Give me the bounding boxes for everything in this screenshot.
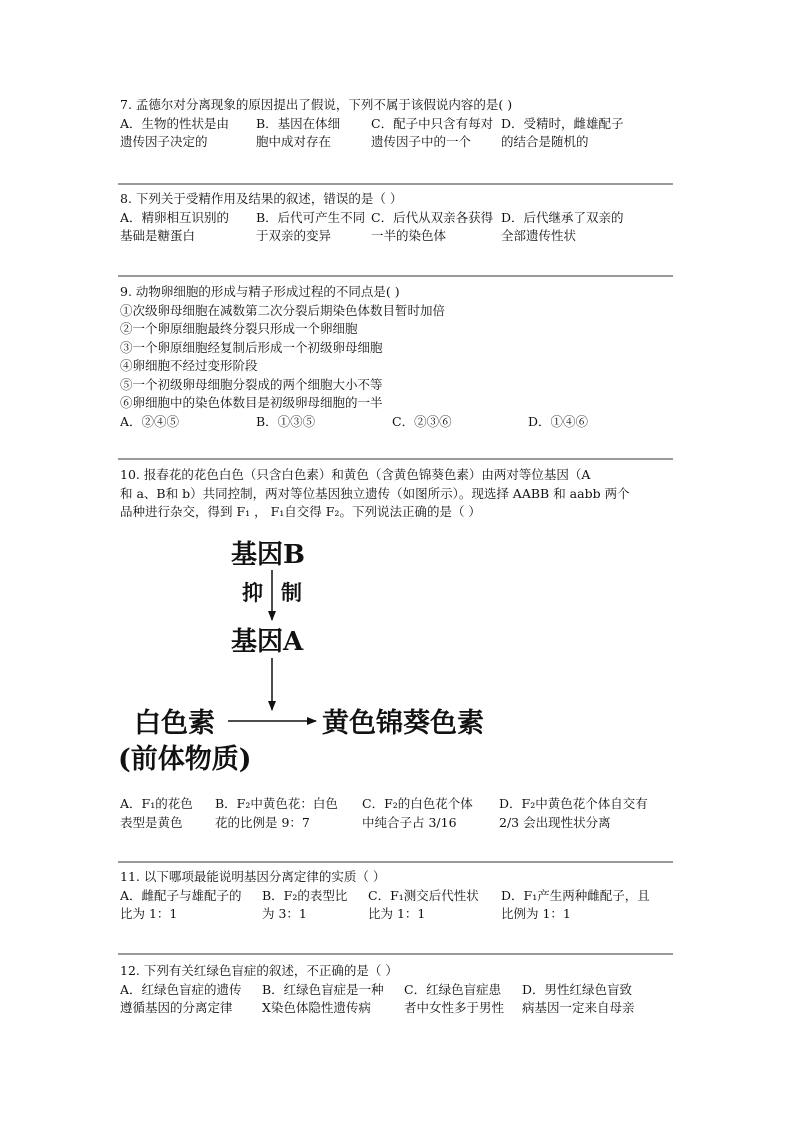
- divider: [118, 953, 673, 955]
- option-a[interactable]: A．生物的性状是由 遗传因子决定的: [120, 115, 230, 149]
- divider: [118, 183, 673, 185]
- options-row: [120, 887, 680, 924]
- question-stem: 12. 下列有关红绿色盲症的叙述，不正确的是（ ）: [120, 963, 398, 978]
- question-11: [120, 868, 680, 924]
- option-a[interactable]: A．②④⑤: [120, 413, 180, 429]
- option-d[interactable]: D．F₂中黄色花个体自交有 2/3 会出现性状分离: [499, 796, 648, 830]
- question-stem: 7. 孟德尔对分离现象的原因提出了假说，下列不属于该假说内容的是( ): [120, 97, 513, 112]
- option-c[interactable]: C．配子中只含有每对 遗传因子中的一个: [371, 115, 494, 149]
- question-8: [120, 190, 680, 246]
- statement-item: ①次级卵母细胞在减数第二次分裂后期染色体数目暂时加倍: [120, 302, 446, 318]
- statement-item: ⑥卵细胞中的染色体数目是初级卵母细胞的一半: [120, 395, 383, 410]
- yellow-pigment-label: 黄色锦葵色素: [322, 708, 484, 739]
- options-row: [120, 115, 680, 152]
- option-d[interactable]: D．后代继承了双亲的 全部遗传性状: [501, 209, 624, 243]
- question-stem-line: 和 a、B和 b）共同控制，两对等位基因独立遗传（如图所示）。现选择 AABB 和 aabb 两个: [120, 485, 630, 501]
- options-row: [120, 209, 680, 246]
- option-a[interactable]: A．精卵相互识别的 基础是糖蛋白: [120, 209, 230, 243]
- question-10-options: [120, 795, 680, 832]
- question-stem-line: 品种进行杂交，得到 F₁ ， F₁自交得 F₂。下列说法正确的是（ ）: [120, 504, 481, 519]
- statement-item: ②一个卵原细胞最终分裂只形成一个卵细胞: [120, 321, 358, 336]
- statement-item: ⑤一个初级卵母细胞分裂成的两个细胞大小不等: [120, 376, 383, 392]
- option-c[interactable]: C．F₂的白色花个体 中纯合子占 3/16: [362, 796, 473, 830]
- question-10: [120, 466, 680, 522]
- inhibit-label-1: 抑: [242, 580, 263, 605]
- question-stem: 9. 动物卵细胞的形成与精子形成过程的不同点是( ): [120, 284, 400, 299]
- option-c[interactable]: C．F₁测交后代性状 比为 1：1: [368, 887, 479, 921]
- white-pigment-label: 白色素: [134, 708, 215, 739]
- divider: [118, 275, 673, 277]
- option-b[interactable]: B．红绿色盲症是一种 X染色体隐性遗传病: [262, 981, 384, 1015]
- option-b[interactable]: B．F₂中黄色花：白色 花的比例是 9：7: [215, 796, 338, 830]
- options-row: [120, 981, 680, 1018]
- pathway-diagram: [110, 530, 530, 790]
- gene-a-label: 基因A: [231, 627, 304, 657]
- option-d[interactable]: D．①④⑥: [528, 413, 589, 429]
- options-row: [120, 413, 680, 432]
- option-a[interactable]: A．F₁的花色 表型是黄色: [120, 796, 193, 830]
- option-b[interactable]: B．F₂的表型比 为 3：1: [262, 887, 348, 921]
- options-row: [120, 795, 680, 832]
- inhibit-label-2: 制: [281, 580, 302, 605]
- option-a[interactable]: A．雌配子与雄配子的 比为 1：1: [120, 887, 242, 921]
- option-b[interactable]: B．基因在体细 胞中成对存在: [256, 115, 341, 149]
- question-stem: 8. 下列关于受精作用及结果的叙述，错误的是（ ）: [120, 191, 403, 206]
- option-a[interactable]: A．红绿色盲症的遗传 遵循基因的分离定律: [120, 981, 242, 1015]
- statement-item: ③一个卵原细胞经复制后形成一个初级卵母细胞: [120, 339, 383, 355]
- gene-b-label: 基因B: [231, 540, 305, 570]
- option-c[interactable]: C．②③⑥: [392, 413, 452, 429]
- option-d[interactable]: D．F₁产生两种雌配子，且 比例为 1：1: [501, 887, 650, 921]
- question-stem: 11. 以下哪项最能说明基因分离定律的实质（ ）: [120, 869, 386, 884]
- question-7: [120, 96, 680, 152]
- question-12: [120, 962, 680, 1018]
- option-d[interactable]: D．受精时，雌雄配子 的结合是随机的: [501, 115, 624, 149]
- question-9: [120, 283, 680, 431]
- option-c[interactable]: C．红绿色盲症患 者中女性多于男性: [404, 981, 505, 1015]
- question-stem-line: 10. 报春花的花色白色（只含白色素）和黄色（含黄色锦葵色素）由两对等位基因（A: [120, 467, 591, 482]
- option-d[interactable]: D．男性红绿色盲致 病基因一定来自母亲: [522, 981, 635, 1015]
- option-c[interactable]: C．后代从双亲各获得 一半的染色体: [371, 209, 494, 243]
- option-b[interactable]: B．①③⑤: [256, 413, 316, 429]
- divider: [118, 458, 673, 460]
- divider: [118, 861, 673, 863]
- statement-item: ④卵细胞不经过变形阶段: [120, 358, 258, 373]
- option-b[interactable]: B．后代可产生不同 于双亲的变异: [256, 209, 366, 243]
- precursor-label: (前体物质): [118, 744, 252, 775]
